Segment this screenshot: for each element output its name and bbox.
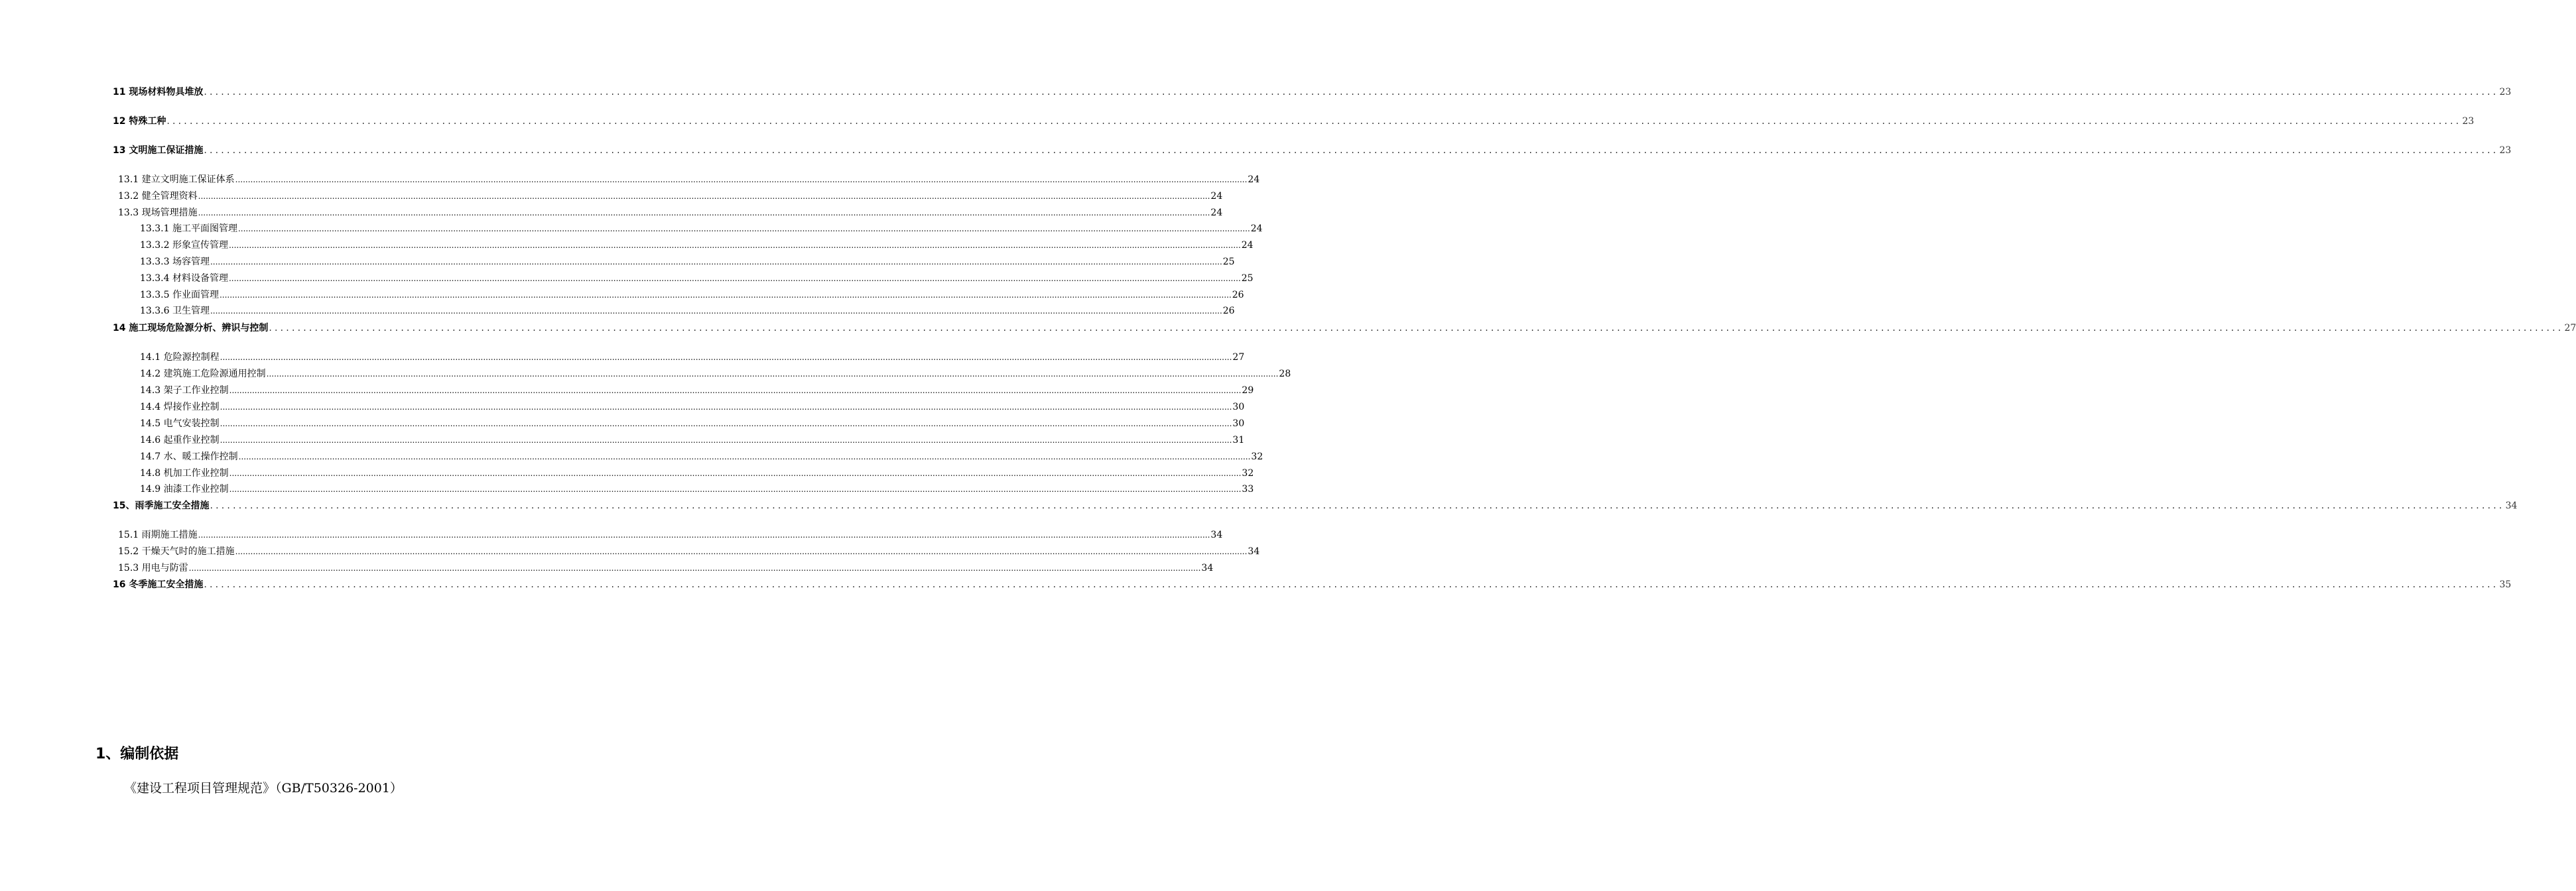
toc-entry[interactable] bbox=[140, 466, 1254, 479]
toc-entry-title: 14.2 建筑施工危险源通用控制 bbox=[140, 369, 266, 379]
toc-leader-dots: ................................................................................................................................................................................................................................................................................................................................................................................................................ bbox=[166, 116, 2462, 127]
toc-leader-dots: ................................................................................................................................................................................................................................................................................................................................................................................................................ bbox=[220, 402, 1232, 412]
toc-entry[interactable] bbox=[140, 383, 1254, 396]
toc-entry-title: 13.3.4 材料设备管理 bbox=[140, 273, 228, 284]
toc-entry-title: 12 特殊工种 bbox=[113, 116, 166, 127]
toc-entry[interactable] bbox=[118, 206, 1223, 219]
toc-entry-page: 34 bbox=[2505, 501, 2518, 511]
toc-entry[interactable] bbox=[140, 433, 1245, 446]
toc-leader-dots: ................................................................................................................................................................................................................................................................................................................................................................................................................ bbox=[210, 501, 2505, 511]
toc-entry[interactable] bbox=[140, 304, 1235, 317]
toc-entry-page: 34 bbox=[1201, 563, 1214, 573]
toc-entry-page: 29 bbox=[1242, 385, 1254, 396]
toc-entry-title: 13.1 建立文明施工保证体系 bbox=[118, 174, 235, 185]
toc-entry-page: 23 bbox=[2462, 116, 2475, 127]
toc-entry-page: 25 bbox=[1241, 273, 1254, 284]
reference-line: 《建设工程项目管理规范》（GB/T50326-2001） bbox=[124, 781, 403, 796]
toc-entry[interactable] bbox=[113, 143, 2512, 156]
toc-entry[interactable] bbox=[118, 172, 1260, 186]
toc-entry-title: 13.3.5 作业面管理 bbox=[140, 290, 219, 300]
toc-entry-title: 15.2 干燥天气时的施工措施 bbox=[118, 546, 235, 557]
toc-entry-title: 14.4 焊接作业控制 bbox=[140, 402, 220, 412]
toc-entry-title: 14.1 危险源控制程 bbox=[140, 352, 220, 363]
toc-entry[interactable] bbox=[140, 255, 1235, 268]
toc-entry-title: 14.6 起重作业控制 bbox=[140, 435, 220, 446]
toc-leader-dots: ................................................................................................................................................................................................................................................................................................................................................................................................................ bbox=[228, 241, 1241, 250]
toc-entry[interactable] bbox=[140, 271, 1254, 284]
toc-entry-page: 24 bbox=[1250, 223, 1263, 234]
toc-entry[interactable] bbox=[140, 400, 1245, 413]
toc-entry-title: 14.5 电气安装控制 bbox=[140, 418, 220, 429]
toc-leader-dots: ................................................................................................................................................................................................................................................................................................................................................................................................................ bbox=[220, 419, 1232, 428]
toc-entry-page: 24 bbox=[1210, 191, 1223, 202]
toc-entry-page: 26 bbox=[1232, 290, 1244, 300]
toc-entry-page: 26 bbox=[1222, 306, 1235, 316]
toc-entry-page: 34 bbox=[1248, 546, 1260, 557]
toc-entry-title: 13.2 健全管理资料 bbox=[118, 191, 198, 202]
toc-entry-title: 11 现场材料物具堆放 bbox=[113, 87, 204, 97]
toc-entry-page: 34 bbox=[1210, 530, 1223, 540]
toc-entry[interactable] bbox=[140, 482, 1254, 495]
toc-entry-page: 28 bbox=[1279, 369, 1291, 379]
toc-entry[interactable] bbox=[140, 238, 1254, 251]
toc-entry[interactable] bbox=[118, 528, 1223, 541]
toc-entry[interactable] bbox=[113, 85, 2512, 98]
toc-entry-title: 13.3.1 施工平面图管理 bbox=[140, 223, 237, 234]
toc-leader-dots: ................................................................................................................................................................................................................................................................................................................................................................................................................ bbox=[204, 579, 2499, 590]
toc-leader-dots: ................................................................................................................................................................................................................................................................................................................................................................................................................ bbox=[204, 87, 2499, 97]
toc-entry-page: 35 bbox=[2499, 579, 2512, 590]
toc-entry-page: 27 bbox=[2564, 323, 2576, 333]
toc-leader-dots: ................................................................................................................................................................................................................................................................................................................................................................................................................ bbox=[220, 353, 1232, 362]
toc-leader-dots: ................................................................................................................................................................................................................................................................................................................................................................................................................ bbox=[198, 192, 1210, 201]
toc-entry-title: 15.3 用电与防雷 bbox=[118, 563, 188, 573]
toc-leader-dots: ................................................................................................................................................................................................................................................................................................................................................................................................................ bbox=[220, 436, 1232, 445]
toc-leader-dots: ................................................................................................................................................................................................................................................................................................................................................................................................................ bbox=[219, 290, 1232, 300]
toc-entry-page: 33 bbox=[1242, 484, 1254, 495]
toc-entry[interactable] bbox=[140, 221, 1263, 235]
toc-entry-title: 14.7 水、暖工操作控制 bbox=[140, 451, 238, 462]
toc-leader-dots: ................................................................................................................................................................................................................................................................................................................................................................................................................ bbox=[235, 175, 1248, 184]
toc-leader-dots: ................................................................................................................................................................................................................................................................................................................................................................................................................ bbox=[229, 485, 1242, 494]
toc-leader-dots: ................................................................................................................................................................................................................................................................................................................................................................................................................ bbox=[237, 224, 1250, 233]
toc-entry[interactable] bbox=[113, 321, 2576, 334]
toc-entry-title: 14 施工现场危险源分析、辨识与控制 bbox=[113, 323, 269, 333]
toc-entry[interactable] bbox=[113, 499, 2518, 512]
toc-leader-dots: ................................................................................................................................................................................................................................................................................................................................................................................................................ bbox=[235, 547, 1248, 556]
toc-entry-page: 27 bbox=[1232, 352, 1245, 363]
toc-entry-title: 13 文明施工保证措施 bbox=[113, 145, 204, 156]
toc-entry[interactable] bbox=[118, 544, 1260, 558]
toc-entry-title: 14.9 油漆工作业控制 bbox=[140, 484, 229, 495]
toc-entry[interactable] bbox=[118, 189, 1223, 202]
toc-leader-dots: ................................................................................................................................................................................................................................................................................................................................................................................................................ bbox=[229, 386, 1242, 395]
toc-entry-page: 23 bbox=[2499, 87, 2512, 97]
toc-entry-title: 16 冬季施工安全措施 bbox=[113, 579, 204, 590]
toc-entry-title: 13.3.6 卫生管理 bbox=[140, 306, 210, 316]
toc-leader-dots: ................................................................................................................................................................................................................................................................................................................................................................................................................ bbox=[210, 306, 1222, 316]
toc-entry[interactable] bbox=[140, 449, 1263, 463]
toc-leader-dots: ................................................................................................................................................................................................................................................................................................................................................................................................................ bbox=[266, 369, 1279, 379]
toc-leader-dots: ................................................................................................................................................................................................................................................................................................................................................................................................................ bbox=[210, 257, 1222, 267]
toc-entry[interactable] bbox=[140, 367, 1291, 380]
toc-leader-dots: ................................................................................................................................................................................................................................................................................................................................................................................................................ bbox=[228, 274, 1241, 283]
toc-entry[interactable] bbox=[118, 561, 1214, 574]
toc-leader-dots: ................................................................................................................................................................................................................................................................................................................................................................................................................ bbox=[229, 469, 1242, 478]
toc-leader-dots: ................................................................................................................................................................................................................................................................................................................................................................................................................ bbox=[269, 323, 2564, 333]
toc-leader-dots: ................................................................................................................................................................................................................................................................................................................................................................................................................ bbox=[238, 452, 1251, 461]
toc-entry-page: 24 bbox=[1248, 174, 1260, 185]
toc-leader-dots: ................................................................................................................................................................................................................................................................................................................................................................................................................ bbox=[198, 530, 1210, 540]
toc-entry-page: 24 bbox=[1210, 208, 1223, 218]
toc-entry-page: 30 bbox=[1232, 418, 1245, 429]
toc-entry[interactable] bbox=[113, 114, 2475, 127]
toc-entry-title: 13.3 现场管理措施 bbox=[118, 208, 198, 218]
toc-entry-page: 30 bbox=[1232, 402, 1245, 412]
toc-leader-dots: ................................................................................................................................................................................................................................................................................................................................................................................................................ bbox=[198, 208, 1210, 217]
toc-entry-title: 15.1 雨期施工措施 bbox=[118, 530, 198, 540]
toc-entry[interactable] bbox=[140, 416, 1245, 430]
toc-entry-page: 25 bbox=[1222, 257, 1235, 267]
toc-leader-dots: ................................................................................................................................................................................................................................................................................................................................................................................................................ bbox=[204, 145, 2499, 156]
toc-entry-title: 15、雨季施工安全措施 bbox=[113, 501, 210, 511]
toc-entry-page: 23 bbox=[2499, 145, 2512, 156]
toc-entry[interactable] bbox=[140, 350, 1245, 363]
toc-entry-title: 13.3.2 形象宣传管理 bbox=[140, 240, 228, 251]
toc-entry[interactable] bbox=[113, 577, 2512, 591]
toc-entry-title: 13.3.3 场容管理 bbox=[140, 257, 210, 267]
toc-entry-page: 32 bbox=[1251, 451, 1263, 462]
toc-entry-page: 31 bbox=[1232, 435, 1245, 446]
toc-entry-page: 32 bbox=[1242, 468, 1254, 479]
toc-entry[interactable] bbox=[140, 288, 1244, 301]
toc-entry-title: 14.8 机加工作业控制 bbox=[140, 468, 229, 479]
section-heading: 1、编制依据 bbox=[96, 746, 179, 762]
toc-entry-page: 24 bbox=[1241, 240, 1254, 251]
toc-leader-dots: ................................................................................................................................................................................................................................................................................................................................................................................................................ bbox=[188, 564, 1201, 573]
toc-entry-title: 14.3 架子工作业控制 bbox=[140, 385, 229, 396]
